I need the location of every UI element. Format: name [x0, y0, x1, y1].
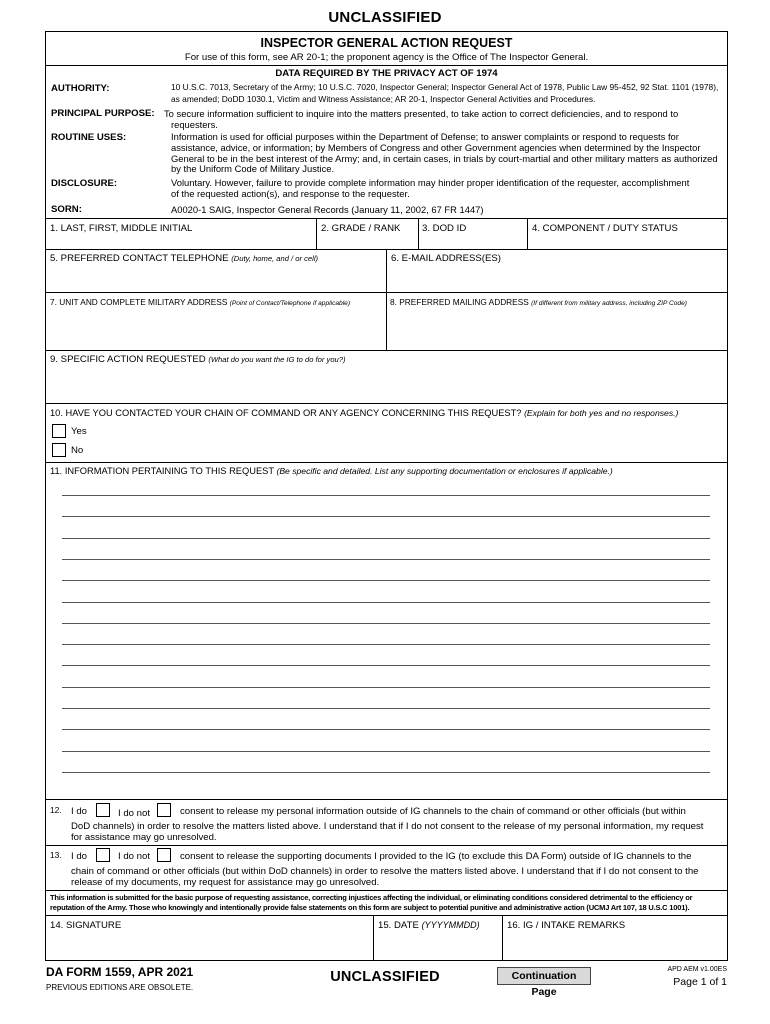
obsolete-notice: PREVIOUS EDITIONS ARE OBSOLETE. [46, 983, 194, 992]
form-subtitle: For use of this form, see AR 20-1; the proponent agency is the Office of The Inspector General. [184, 52, 589, 63]
ruled-line [62, 602, 710, 603]
purpose-label: PRINCIPAL PURPOSE: [51, 108, 155, 119]
divider [45, 65, 728, 66]
purpose-text: To secure information sufficient to inquire into the matters presented, to take action to correct deficiencies, and to respond to requesters. [164, 108, 679, 130]
consent-12-number: 12. [50, 805, 62, 815]
classification-bottom: UNCLASSIFIED [330, 969, 440, 985]
ruled-line [62, 687, 710, 688]
specific-action-label: 9. SPECIFIC ACTION REQUESTED (What do you want the IG to do for you?) [50, 354, 346, 365]
ruled-line [62, 559, 710, 560]
consent-12-text-line1: consent to release my personal information outside of IG channels to the chain of command or other officials (but within [180, 806, 686, 817]
information-label: 11. INFORMATION PERTAINING TO THIS REQUEST (Be specific and detailed. List any supporting documentation or enclosures if applicable.) [50, 466, 613, 476]
form-title: INSPECTOR GENERAL ACTION REQUEST [260, 36, 513, 50]
consent-13-idonot-label: I do not [118, 851, 151, 862]
false-statement-notice: This information is submitted for the basic purpose of requesting assistance, correcting injustices affecting the individual, or eliminating conditions considered detrimental to the efficiency or reputation of the Army. Those who knowingly and intentionally provide false statements on this form are subject to potential punitive and administrative action (UCMJ Art 107, 18 U.S.C 1001). [50, 893, 693, 912]
no-checkbox[interactable] [52, 443, 66, 457]
consent-13-idonot-checkbox[interactable] [157, 848, 171, 862]
routine-uses-label: ROUTINE USES: [51, 132, 127, 143]
consent-13-number: 13. [50, 850, 62, 860]
ruled-line [62, 665, 710, 666]
privacy-heading: DATA REQUIRED BY THE PRIVACY ACT OF 1974 [275, 68, 498, 79]
signature-label: 14. SIGNATURE [50, 920, 122, 931]
consent-12-idonot-label: I do not [118, 808, 151, 819]
ruled-line [62, 580, 710, 581]
continuation-page-button[interactable]: Continuation Page [497, 967, 591, 985]
consent-13-ido-checkbox[interactable] [96, 848, 110, 862]
classification-top: UNCLASSIFIED [328, 9, 442, 26]
ruled-line [62, 516, 710, 517]
ig-intake-remarks-label: 16. IG / INTAKE REMARKS [507, 920, 626, 931]
ruled-line [62, 708, 710, 709]
consent-13-text-line1: consent to release the supporting documents I provided to the IG (to exclude this DA Form) outside of IG channels to the [180, 851, 692, 862]
disclosure-text: Voluntary. However, failure to provide complete information may hinder proper identification of the requester, accomplishment of the requested action(s), and response to the requester. [171, 177, 690, 199]
dod-id-label: 3. DOD ID [422, 223, 467, 234]
sorn-text: A0020-1 SAIG, Inspector General Records (January 11, 2002, 67 FR 1447) [171, 204, 484, 215]
authority-label: AUTHORITY: [51, 83, 110, 94]
yes-checkbox[interactable] [52, 424, 66, 438]
consent-13-ido-label: I do [71, 851, 88, 862]
email-label: 6. E-MAIL ADDRESS(ES) [391, 253, 501, 264]
last-first-mi-label: 1. LAST, FIRST, MIDDLE INITIAL [50, 223, 193, 234]
consent-12-idonot-checkbox[interactable] [157, 803, 171, 817]
mailing-address-label: 8. PREFERRED MAILING ADDRESS (If different from military address, including ZIP Code) [390, 297, 687, 307]
ruled-line [62, 772, 710, 773]
page-number: Page 1 of 1 [673, 976, 727, 988]
sorn-label: SORN: [51, 204, 82, 215]
version-label: APD AEM v1.00ES [667, 966, 727, 973]
ruled-line [62, 751, 710, 752]
form-id: DA FORM 1559, APR 2021 [46, 965, 194, 979]
ruled-line [62, 538, 710, 539]
consent-12-text-rest: DoD channels) in order to resolve the matters listed above. I understand that if I do not consent to the release of my personal information, my request for assistance may go unresolved. [71, 821, 704, 843]
consent-13-text-rest: chain of command or other officials (but within DoD channels) in order to resolve the matters listed above. I understand that if I do not consent to the release of my documents, my request for assistance may go unresolved. [71, 866, 699, 888]
authority-text: 10 U.S.C. 7013, Secretary of the Army; 10 U.S.C. 7020, Inspector General; Inspector General Act of 1978, Public Law 95-452, 92 Stat. 1101 (1978), as amended; DoDD 1030.1, Victim and Witness Assistance; AR 20-1, Inspector General Activities and Procedures. [171, 82, 719, 104]
disclosure-label: DISCLOSURE: [51, 178, 118, 189]
ruled-line [62, 623, 710, 624]
consent-12-ido-checkbox[interactable] [96, 803, 110, 817]
ruled-line [62, 729, 710, 730]
chain-of-command-label: 10. HAVE YOU CONTACTED YOUR CHAIN OF COMMAND OR ANY AGENCY CONCERNING THIS REQUEST? (Explain for both yes and no responses.) [50, 408, 679, 418]
military-address-label: 7. UNIT AND COMPLETE MILITARY ADDRESS (Point of Contact/Telephone if applicable) [50, 297, 351, 307]
yes-label: Yes [71, 426, 87, 437]
ruled-line [62, 495, 710, 496]
contact-telephone-label: 5. PREFERRED CONTACT TELEPHONE (Duty, home, and / or cell) [50, 253, 319, 264]
ruled-line [62, 644, 710, 645]
divider [45, 218, 728, 219]
component-duty-status-label: 4. COMPONENT / DUTY STATUS [532, 223, 678, 234]
consent-12-ido-label: I do [71, 806, 88, 817]
grade-rank-label: 2. GRADE / RANK [321, 223, 401, 234]
date-label: 15. DATE (YYYYMMDD) [378, 920, 480, 931]
routine-uses-text: Information is used for official purposes within the Department of Defense; to answer complaints or respond to requests for assistance, advice, or information; by Members of Congress and other Government agencies when determined by the Inspector General to be in the best interest of the Army; and, in certain cases, in trials by court-martial and other military matters as authorized by the Uniform Code of Military Justice. [171, 131, 718, 175]
no-label: No [71, 445, 84, 456]
